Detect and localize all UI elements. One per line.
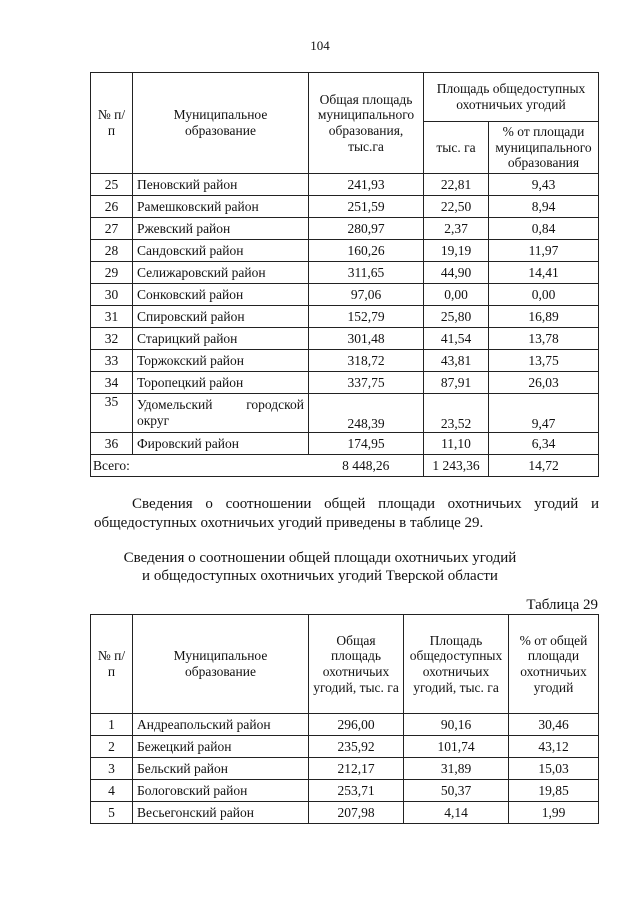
total-area: 301,48	[309, 328, 424, 350]
public-hunting-area: 50,37	[404, 780, 509, 802]
municipality-name: Весьегонский район	[133, 802, 309, 824]
public-area-abs: 44,90	[424, 262, 489, 284]
municipality-name: Сандовский район	[133, 240, 309, 262]
table-row	[91, 714, 599, 736]
public-area-pct: 14,41	[489, 262, 599, 284]
table-row	[91, 240, 599, 262]
header-public-area-pct: % от площади муниципального образования	[489, 122, 599, 174]
table-row	[91, 433, 599, 455]
header-pct: % от общей площади охотничьих угодий	[509, 615, 599, 714]
table-row	[91, 736, 599, 758]
row-number: 33	[91, 350, 133, 372]
page-number: 104	[310, 38, 330, 53]
municipality-name: Удомельский городской округ	[133, 394, 309, 433]
public-area-abs: 2,37	[424, 218, 489, 240]
table-title-line-2: и общедоступных охотничьих угодий Тверской области	[142, 568, 498, 584]
municipality-name: Торопецкий район	[133, 372, 309, 394]
header-public-area-group: Площадь общедоступных охотничьих угодий	[424, 73, 599, 122]
public-area-abs: 0,00	[424, 284, 489, 306]
table-row	[91, 306, 599, 328]
row-number: 29	[91, 262, 133, 284]
public-area-pct: 8,94	[489, 196, 599, 218]
municipality-name: Андреапольский район	[133, 714, 309, 736]
municipality-name: Бежецкий район	[133, 736, 309, 758]
table-28-continuation	[90, 72, 599, 477]
municipality-name: Бельский район	[133, 758, 309, 780]
public-area-pct: 9,47	[489, 394, 599, 433]
total-row	[91, 455, 599, 477]
public-area-abs: 22,50	[424, 196, 489, 218]
header-num: № п/п	[91, 73, 133, 174]
public-area-pct: 16,89	[489, 306, 599, 328]
municipality-name: Бологовский район	[133, 780, 309, 802]
table-row	[91, 780, 599, 802]
table-row	[91, 758, 599, 780]
total-hunting-area: 235,92	[309, 736, 404, 758]
table-row	[91, 262, 599, 284]
row-number: 1	[91, 714, 133, 736]
table-row	[91, 284, 599, 306]
total-area: 248,39	[309, 394, 424, 433]
municipality-name: Старицкий район	[133, 328, 309, 350]
total-area: 97,06	[309, 284, 424, 306]
public-area-pct: 19,85	[509, 780, 599, 802]
total-area: 160,26	[309, 240, 424, 262]
public-hunting-area: 4,14	[404, 802, 509, 824]
table-row	[91, 328, 599, 350]
header-public-area-abs: тыс. га	[424, 122, 489, 174]
municipality-name: Ржевский район	[133, 218, 309, 240]
total-area: 174,95	[309, 433, 424, 455]
public-area-pct: 6,34	[489, 433, 599, 455]
public-hunting-area: 31,89	[404, 758, 509, 780]
public-area-pct: 30,46	[509, 714, 599, 736]
public-area-abs: 22,81	[424, 174, 489, 196]
total-hunting-area: 296,00	[309, 714, 404, 736]
row-number: 36	[91, 433, 133, 455]
total-area: 280,97	[309, 218, 424, 240]
total-area: 241,93	[309, 174, 424, 196]
row-number: 31	[91, 306, 133, 328]
table-row	[91, 372, 599, 394]
table-row	[91, 218, 599, 240]
public-area-pct: 26,03	[489, 372, 599, 394]
public-area-pct: 1,99	[509, 802, 599, 824]
row-number: 3	[91, 758, 133, 780]
public-area-abs: 11,10	[424, 433, 489, 455]
header-total-area: Общая площадь муниципального образования, тыс.га	[309, 73, 424, 174]
municipality-name: Пеновский район	[133, 174, 309, 196]
table-row	[91, 174, 599, 196]
public-area-abs: 43,81	[424, 350, 489, 372]
table-29-label: Таблица 29	[526, 597, 598, 613]
header-num: № п/п	[91, 615, 133, 714]
municipality-name: Спировский район	[133, 306, 309, 328]
row-number: 5	[91, 802, 133, 824]
row-number: 28	[91, 240, 133, 262]
total-public-abs: 1 243,36	[424, 455, 489, 477]
table-row	[91, 394, 599, 433]
public-area-abs: 23,52	[424, 394, 489, 433]
reference-paragraph: Сведения о соотношении общей площади охотничьих угодий и общедоступных охотничьих угодий приведены в таблице 29.	[94, 496, 599, 531]
row-number: 34	[91, 372, 133, 394]
public-area-pct: 15,03	[509, 758, 599, 780]
total-area: 152,79	[309, 306, 424, 328]
public-area-abs: 41,54	[424, 328, 489, 350]
municipality-name: Торжокский район	[133, 350, 309, 372]
header-name: Муниципальное образование	[133, 615, 309, 714]
row-number: 32	[91, 328, 133, 350]
public-area-pct: 0,84	[489, 218, 599, 240]
public-area-pct: 11,97	[489, 240, 599, 262]
public-area-abs: 87,91	[424, 372, 489, 394]
total-area: 318,72	[309, 350, 424, 372]
public-area-pct: 43,12	[509, 736, 599, 758]
public-area-pct: 0,00	[489, 284, 599, 306]
header-total-area: Общая площадь охотничьих угодий, тыс. га	[309, 615, 404, 714]
public-area-abs: 25,80	[424, 306, 489, 328]
table-29	[90, 614, 599, 824]
row-number: 27	[91, 218, 133, 240]
header-name: Муниципальное образование	[133, 73, 309, 174]
row-number: 26	[91, 196, 133, 218]
total-area: 251,59	[309, 196, 424, 218]
total-area: 337,75	[309, 372, 424, 394]
total-hunting-area: 207,98	[309, 802, 404, 824]
total-area-value: 8 448,26	[309, 455, 424, 477]
public-area-abs: 19,19	[424, 240, 489, 262]
total-area: 311,65	[309, 262, 424, 284]
public-hunting-area: 90,16	[404, 714, 509, 736]
row-number: 35	[91, 394, 133, 433]
public-area-pct: 13,78	[489, 328, 599, 350]
public-hunting-area: 101,74	[404, 736, 509, 758]
table-title-line-1: Сведения о соотношении общей площади охотничьих угодий	[123, 550, 517, 566]
table-row	[91, 802, 599, 824]
total-public-pct: 14,72	[489, 455, 599, 477]
row-number: 30	[91, 284, 133, 306]
total-label: Всего:	[91, 455, 309, 477]
row-number: 4	[91, 780, 133, 802]
table-row	[91, 196, 599, 218]
table-row	[91, 350, 599, 372]
public-area-pct: 13,75	[489, 350, 599, 372]
municipality-name: Сонковский район	[133, 284, 309, 306]
row-number: 2	[91, 736, 133, 758]
total-hunting-area: 212,17	[309, 758, 404, 780]
municipality-name: Фировский район	[133, 433, 309, 455]
municipality-name: Селижаровский район	[133, 262, 309, 284]
row-number: 25	[91, 174, 133, 196]
public-area-pct: 9,43	[489, 174, 599, 196]
total-hunting-area: 253,71	[309, 780, 404, 802]
municipality-name: Рамешковский район	[133, 196, 309, 218]
header-public-area: Площадь общедоступных охотничьих угодий, тыс. га	[404, 615, 509, 714]
